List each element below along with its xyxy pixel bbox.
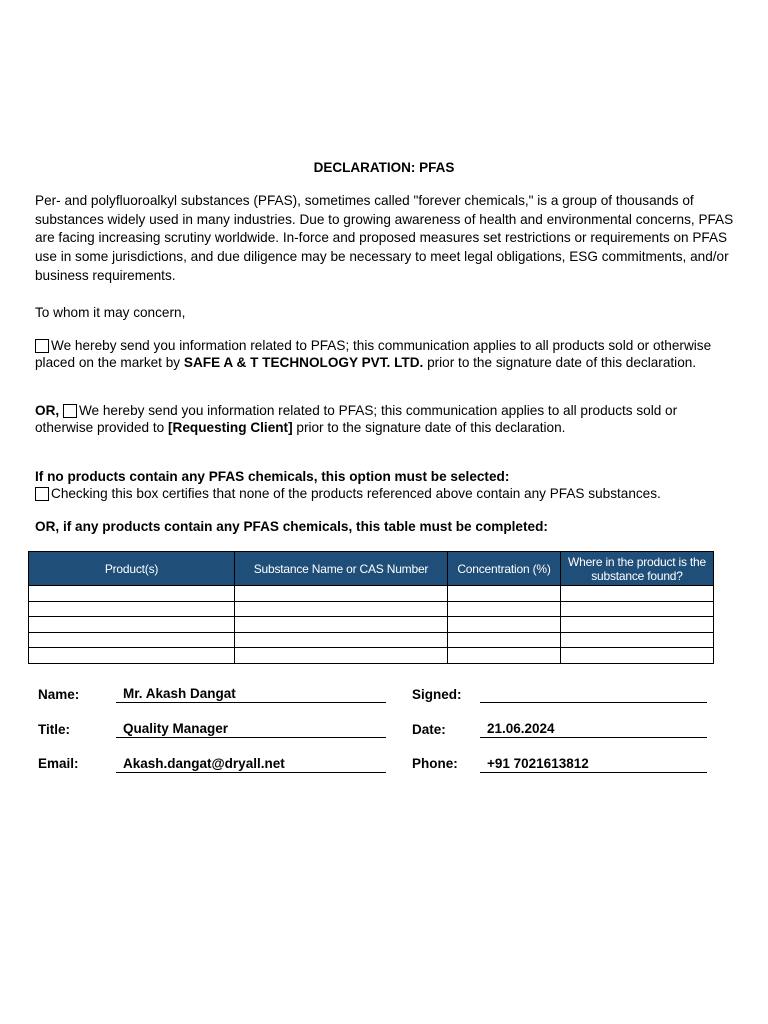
no-pfas-checkbox-label: Checking this box certifies that none of the products referenced above contain any PFAS substances. [51, 486, 661, 501]
table-cell[interactable] [235, 632, 448, 648]
option-2-checkbox[interactable] [63, 404, 77, 418]
table-cell[interactable] [448, 586, 561, 602]
option-1-text-after: prior to the signature date of this declaration. [423, 355, 697, 370]
pfas-table [28, 551, 714, 664]
table-cell[interactable] [448, 648, 561, 664]
no-pfas-checkbox[interactable] [35, 487, 49, 501]
table-cell[interactable] [561, 632, 714, 648]
title-field[interactable]: Quality Manager [116, 721, 386, 738]
table-cell[interactable] [29, 632, 235, 648]
date-field[interactable]: 21.06.2024 [480, 721, 707, 738]
table-instruction: OR, if any products contain any PFAS chemicals, this table must be completed: [35, 519, 548, 534]
column-header-products: Product(s) [29, 552, 235, 586]
email-label: Email: [38, 756, 79, 771]
table-cell[interactable] [29, 617, 235, 633]
greeting: To whom it may concern, [35, 305, 186, 320]
table-row [29, 586, 714, 602]
table-row [29, 632, 714, 648]
column-header-substance: Substance Name or CAS Number [235, 552, 448, 586]
table-cell[interactable] [448, 601, 561, 617]
table-row [29, 617, 714, 633]
table-cell[interactable] [448, 632, 561, 648]
table-cell[interactable] [561, 648, 714, 664]
table-cell[interactable] [561, 586, 714, 602]
table-cell[interactable] [235, 617, 448, 633]
option-1-checkbox[interactable] [35, 339, 49, 353]
phone-field[interactable]: +91 7021613812 [480, 756, 707, 773]
date-label: Date: [412, 722, 446, 737]
table-cell[interactable] [561, 601, 714, 617]
email-field[interactable]: Akash.dangat@dryall.net [116, 756, 386, 773]
table-cell[interactable] [561, 617, 714, 633]
column-header-concentration: Concentration (%) [448, 552, 561, 586]
requesting-client: [Requesting Client] [168, 420, 293, 435]
option-2-statement [35, 402, 735, 436]
table-cell[interactable] [29, 586, 235, 602]
table-cell[interactable] [235, 648, 448, 664]
table-cell[interactable] [29, 601, 235, 617]
table-cell[interactable] [29, 648, 235, 664]
company-name: SAFE A & T TECHNOLOGY PVT. LTD. [183, 355, 424, 370]
table-cell[interactable] [448, 617, 561, 633]
table-row [29, 601, 714, 617]
no-products-heading: If no products contain any PFAS chemicals, this option must be selected: [35, 469, 510, 484]
signed-label: Signed: [412, 687, 462, 702]
table-cell[interactable] [235, 586, 448, 602]
name-label: Name: [38, 687, 80, 702]
table-row [29, 648, 714, 664]
option-1-statement [35, 337, 735, 371]
table-cell[interactable] [235, 601, 448, 617]
signed-field[interactable] [480, 686, 707, 703]
no-products-statement [35, 485, 735, 504]
option-2-text-after: prior to the signature date of this declaration. [292, 420, 566, 435]
option-2-text-before: We hereby send you information related to PFAS; this communication applies to all products sold or otherwise provided to [35, 403, 678, 435]
option-2-prefix: OR, [35, 403, 63, 418]
phone-label: Phone: [412, 756, 458, 771]
intro-paragraph: Per- and polyfluoroalkyl substances (PFAS), sometimes called "forever chemicals," is a group of thousands of substances widely used in many industries. Due to growing awareness of health and environmental concerns, PFAS are facing increasing scrutiny worldwide. In-force and proposed measures set restrictions or requirements on PFAS use in some jurisdictions, and due diligence may be necessary to meet legal obligations, ESG commitments, and/or business requirements. [35, 193, 734, 283]
table-header-row [29, 552, 714, 586]
title-label: Title: [38, 722, 71, 737]
option-1-text-before: We hereby send you information related to PFAS; this communication applies to all products sold or otherwise placed on the market by [35, 338, 712, 370]
column-header-location: Where in the product is the substance found? [561, 552, 714, 586]
document-title: DECLARATION: PFAS [313, 160, 455, 175]
name-field[interactable]: Mr. Akash Dangat [116, 686, 386, 703]
